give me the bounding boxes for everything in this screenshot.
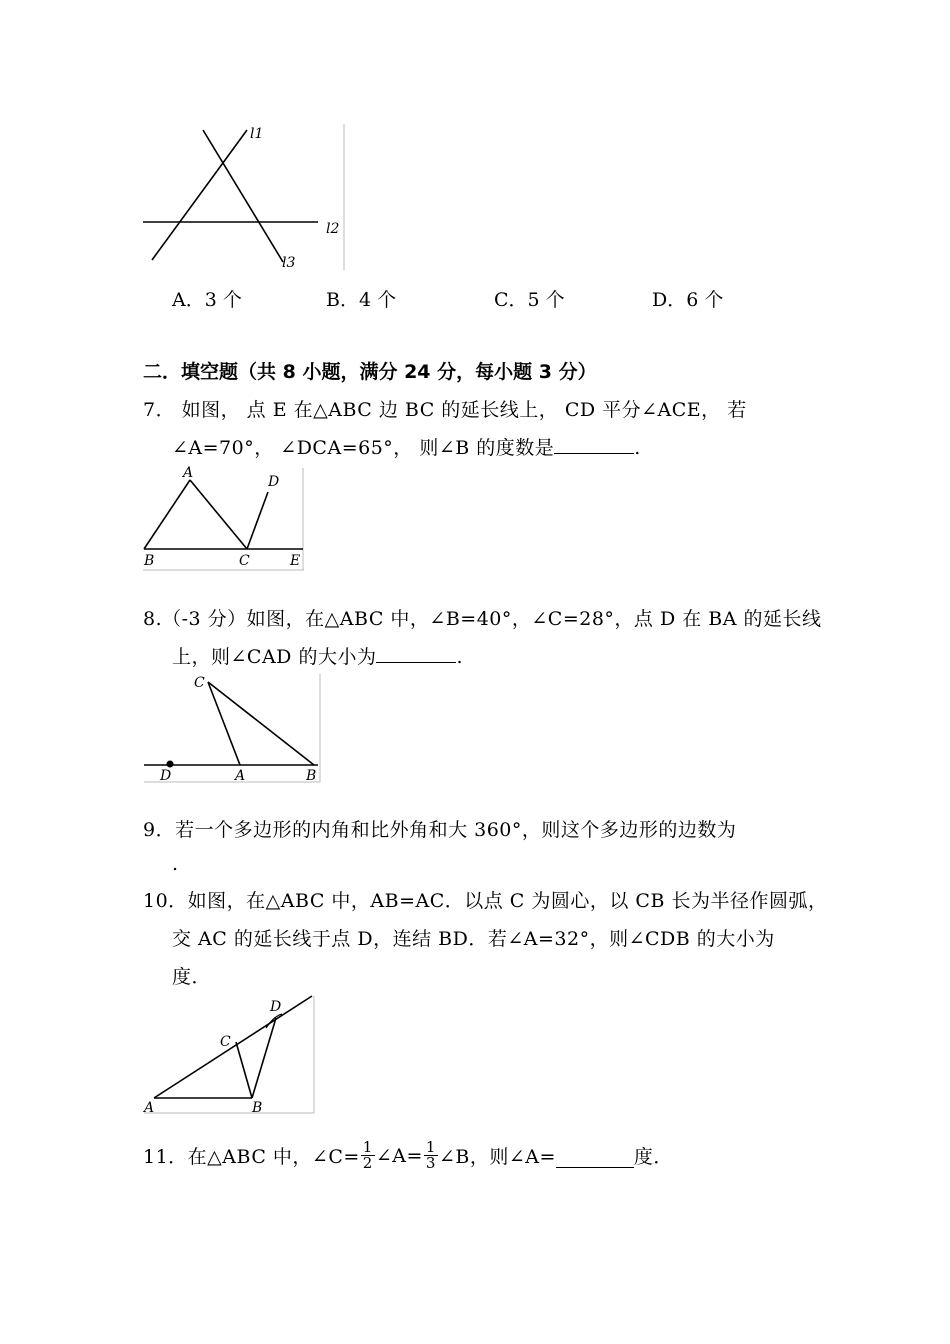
line-l1	[152, 130, 247, 260]
label-d: D	[160, 768, 172, 784]
label-b: B	[144, 553, 155, 569]
label-b: B	[306, 768, 317, 784]
label-a: A	[144, 1100, 155, 1116]
q7-line1: 7． 如图， 点 E 在△ABC 边 BC 的延长线上， CD 平分∠ACE， 若	[143, 399, 747, 421]
q8-end: .	[456, 646, 463, 668]
option-b[interactable]: B．4 个	[326, 289, 397, 311]
q10-line2: 交 AC 的延长线于点 D，连结 BD．若∠A=32°，则∠CDB 的大小为	[172, 928, 775, 950]
q11-middle: ∠A=	[375, 1144, 423, 1167]
line-l3	[203, 130, 283, 262]
frac2-num: 1	[425, 1138, 436, 1156]
q9-line2: .	[172, 853, 179, 875]
q10-line1: 10．如图，在△ABC 中，AB=AC．以点 C 为圆心，以 CB 长为半径作圆弧，	[143, 890, 828, 912]
option-a[interactable]: A．3 个	[172, 289, 242, 311]
q7-answer-blank[interactable]	[554, 435, 634, 454]
fraction-one-third	[424, 1140, 438, 1171]
segment-ac	[190, 480, 247, 549]
q8-line1: 8.（-3 分）如图，在△ABC 中，∠B=40°，∠C=28°，点 D 在 BA 的延长线	[143, 608, 822, 630]
label-l1: l1	[250, 126, 264, 142]
q8-figure	[140, 672, 324, 784]
q7-figure	[140, 464, 310, 572]
frac1-num: 1	[362, 1138, 373, 1156]
segment-bd	[252, 1018, 276, 1098]
q11-suffix: 度．	[633, 1146, 673, 1168]
q7-end: .	[634, 437, 641, 459]
q7-text: ∠A=70°， ∠DCA=65°， 则∠B 的度数是	[172, 437, 555, 459]
segment-cd	[247, 492, 268, 549]
q10-line3: 度．	[172, 966, 212, 988]
fraction-one-half	[361, 1140, 375, 1171]
point-d	[167, 761, 174, 768]
label-l3: l3	[282, 255, 296, 271]
segment-cb	[236, 1042, 252, 1098]
q8-answer-blank[interactable]	[376, 644, 456, 663]
label-c: C	[220, 1034, 231, 1050]
option-c[interactable]: C．5 个	[494, 289, 565, 311]
label-c: C	[239, 553, 250, 569]
frac1-den: 2	[362, 1154, 373, 1172]
segment-ab	[144, 480, 190, 549]
q11-prefix: 11．在△ABC 中，∠C=	[143, 1146, 360, 1168]
q6-figure	[140, 118, 350, 274]
q8-text: 上，则∠CAD 的大小为	[172, 646, 377, 668]
section-heading: 二．填空题（共 8 小题，满分 24 分，每小题 3 分）	[143, 361, 597, 383]
label-a: A	[183, 465, 194, 481]
line-ad	[154, 996, 312, 1098]
q7-line2	[172, 433, 641, 460]
q11-after: ∠B，则∠A=	[438, 1146, 556, 1168]
label-l2: l2	[326, 221, 340, 237]
label-d: D	[268, 474, 280, 490]
q8-line2	[172, 642, 463, 669]
q10-figure	[140, 992, 318, 1116]
label-e: E	[290, 553, 301, 569]
label-c: C	[194, 675, 205, 691]
q9-line1: 9．若一个多边形的内角和比外角和大 360°，则这个多边形的边数为	[143, 819, 737, 841]
q11-line	[143, 1140, 673, 1171]
label-d: D	[270, 999, 282, 1015]
option-d[interactable]: D．6 个	[652, 289, 724, 311]
label-a: A	[235, 768, 246, 784]
frac2-den: 3	[425, 1154, 436, 1172]
label-b: B	[252, 1100, 263, 1116]
q11-answer-blank[interactable]	[556, 1149, 634, 1168]
